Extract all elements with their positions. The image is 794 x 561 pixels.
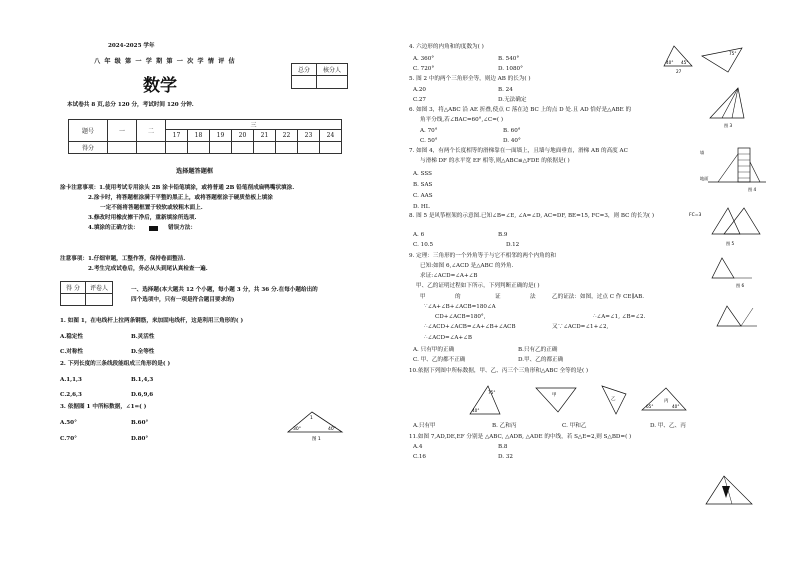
- q1-option-a: A.稳定性: [60, 334, 84, 340]
- fig1-angle-1: 1: [310, 416, 313, 421]
- q9-line-2: 已知:如图 6,∠ACD 是△ABC 的外角.: [420, 263, 514, 269]
- q1-option-b: B.灵活性: [131, 334, 155, 340]
- q11-stem: 11.如图 7,AD,DE,EF 分别是 △ABC, △ADB, △ADE 的中线，若 S△E=2,则 S△BD=( ): [409, 434, 632, 440]
- card-note-4: 3.修改时用橡皮擦干净后，重新填涂所选项.: [88, 215, 197, 221]
- grader-score-cell[interactable]: [61, 294, 86, 306]
- fig2-angle-75: 75°: [729, 51, 737, 56]
- q6-option-a: A. 70°: [420, 128, 438, 134]
- card-note-6: 错误方法：: [168, 225, 196, 231]
- fig4-ground-label: 地面: [700, 176, 709, 181]
- figure-2: [662, 44, 754, 76]
- q7-line-2: 与滑梯 DF 的水平宽 EF 相等,则△ABC≌△FDE 的依据是( ): [420, 158, 570, 164]
- score-cell[interactable]: [276, 142, 298, 154]
- fig10-angle-40-b: 40°: [672, 404, 680, 409]
- q7-line-1: 7. 如图 4，有两个长度相等的滑梯靠在一面墙上，且墙与地面垂直，滑梯 AB 的高度 AC: [409, 148, 628, 154]
- q9-ming: 法: [530, 294, 536, 300]
- fig6-caption: 图 6: [736, 283, 745, 288]
- q9-option-c: C. 甲、乙的都不正确: [413, 357, 466, 363]
- fig10-jia-label: 甲: [552, 393, 557, 398]
- card-note-2: 2.涂卡时，将答题框涂满于平整的黑正上，或将答题框涂于硬质垫板上填涂: [88, 195, 273, 201]
- figure-7: [702, 472, 758, 514]
- q11-option-c: C.16: [413, 454, 426, 460]
- q1-stem: 1. 如图 1，在电线杆上拉两条钢筋，来加固电线杆，这是利用三角形的( ): [60, 318, 244, 324]
- q2-option-b: B.1,4,3: [131, 377, 154, 383]
- q3-option-a: A.50°: [60, 420, 77, 426]
- score-table-q18: 18: [188, 130, 210, 142]
- score-table-row-label: 得分: [69, 142, 108, 154]
- q7-option-b: B. SAS: [413, 182, 433, 188]
- figure-4: [698, 144, 768, 194]
- score-cell[interactable]: [108, 142, 137, 154]
- q7-option-c: C. AAS: [413, 193, 433, 199]
- q4-option-c: C. 720°: [413, 66, 435, 72]
- q8-option-b: B.9: [498, 232, 508, 238]
- score-table: [68, 119, 342, 154]
- q9-proof-1: ∵∠A+∠B+∠ACB=180∠A: [424, 304, 496, 310]
- score-table-section-1: 一: [108, 120, 137, 142]
- q10-option-b: B. 乙和丙: [492, 423, 517, 429]
- score-cell[interactable]: [210, 142, 232, 154]
- score-cell[interactable]: [254, 142, 276, 154]
- fig10-yi-label: 乙: [611, 397, 616, 402]
- exam-title: 八 年 级 第 一 学 期 第 一 次 学 情 评 估: [94, 58, 236, 65]
- q3-stem: 3. 依据图 1 中所标数据，∠1=( ): [60, 404, 147, 410]
- q9-proof-4: ∴∠ACD=∠A+∠B: [424, 335, 472, 341]
- q5-stem: 5. 图 2 中的两个三角形全等，则边 AB 的长为( ): [409, 76, 531, 82]
- q9-zheng: 证: [495, 294, 501, 300]
- score-table-q19: 19: [210, 130, 232, 142]
- q6-option-d: D. 40°: [503, 138, 521, 144]
- notice-2: 2.考生完成试卷后，务必从头到尾认真检查一遍.: [88, 266, 208, 272]
- q9-option-b: B.只有乙的正确: [518, 347, 558, 353]
- q4-option-d: D. 1080°: [498, 66, 523, 72]
- q11-option-b: B.8: [498, 444, 508, 450]
- q9-proof-6: 又∵∠ACD=∠1+∠2,: [552, 324, 609, 330]
- q10-option-d: D. 甲、乙、丙: [650, 423, 686, 429]
- grader-box: [60, 281, 113, 306]
- figure-3: [706, 84, 750, 130]
- fig10-angle-40: 40°: [472, 408, 480, 413]
- score-cell[interactable]: [188, 142, 210, 154]
- fig2-side-27: 27: [676, 69, 682, 74]
- q2-stem: 2. 下列长度的三条线段能组成三角形的是( ): [60, 361, 171, 367]
- fig10-angle-75: 75°: [488, 390, 496, 395]
- q5-option-d: D.无法确定: [498, 97, 527, 103]
- score-table-q22: 22: [276, 130, 298, 142]
- fig1-angle-40: 40°: [328, 427, 336, 432]
- q5-option-a: A.20: [413, 87, 426, 93]
- score-table-q20: 20: [232, 130, 254, 142]
- q4-option-a: A. 360°: [413, 56, 435, 62]
- fig1-caption: 图 1: [312, 437, 321, 442]
- q7-option-a: A. SSS: [413, 171, 432, 177]
- q9-proof-3: ∴∠ACD+∠ACB=∠A+∠B+∠ACB: [424, 324, 516, 330]
- q10-stem: 10.依据下列图中所标数据，甲、乙、丙三个三角形和△ABC 全等的是( ): [409, 368, 589, 374]
- grader-header: 评卷人: [86, 282, 113, 294]
- q7-option-d: D. HL: [413, 204, 430, 210]
- total-score-cell[interactable]: [292, 76, 317, 89]
- q1-option-c: C.对称性: [60, 349, 84, 355]
- q9-yi-method: 乙的证法：如图，过点 C 作 CE∥AB.: [552, 294, 645, 300]
- total-score-header: 总分: [292, 64, 317, 76]
- q9-proof-5: ∴∠A=∠1, ∠B=∠2.: [593, 314, 646, 320]
- q2-option-c: C.2,6,3: [60, 392, 82, 398]
- q1-option-d: D.全等性: [131, 349, 155, 355]
- q11-option-d: D. 32: [498, 454, 513, 460]
- score-table-q24: 24: [320, 130, 342, 142]
- q6-option-c: C. 50°: [420, 138, 438, 144]
- q4-stem: 4. 六边形的内角和的度数为( ): [409, 44, 484, 50]
- q9-option-a: A. 只有甲的正确: [413, 347, 455, 353]
- q8-option-c: C. 10.5: [413, 242, 434, 248]
- q3-option-c: C.70°: [60, 436, 77, 442]
- q8-option-d: D.12: [506, 242, 520, 248]
- fig4-wall-label: 墙: [700, 150, 705, 155]
- q2-option-d: D.6,9,6: [131, 392, 154, 398]
- q8-option-a: A. 6: [413, 232, 425, 238]
- total-score-box: [291, 63, 348, 89]
- grader-cell[interactable]: [86, 294, 113, 306]
- fig4-caption: 图 4: [748, 187, 757, 192]
- score-table-header: 题号: [69, 120, 108, 142]
- score-cell[interactable]: [320, 142, 342, 154]
- score-cell[interactable]: [298, 142, 320, 154]
- checker-cell[interactable]: [317, 76, 348, 89]
- score-cell[interactable]: [137, 142, 166, 154]
- score-cell[interactable]: [166, 142, 188, 154]
- score-table-q21: 21: [254, 130, 276, 142]
- q9-line-3: 求证:∠ACD=∠A+∠B: [420, 273, 478, 279]
- q10-option-c: C. 甲和乙: [562, 423, 587, 429]
- figure-5: [688, 202, 770, 248]
- checker-header: 核分人: [317, 64, 348, 76]
- section1-line-1: 一、选择题(本大题共 12 个小题，每小题 3 分，共 36 分.在每小题给出的: [131, 287, 318, 293]
- section1-line-2: 四个选项中，只有一项是符合题目要求的): [131, 297, 235, 303]
- fig1-angle-30: 30°: [293, 427, 301, 432]
- q9-jia: 甲: [420, 294, 426, 300]
- proof-figure: [713, 302, 761, 332]
- figure-6: [708, 254, 756, 290]
- q2-option-a: A.1,1,3: [60, 377, 82, 383]
- q6-line-1: 6. 如图 3，将△ABC 沿 AE 折叠,使点 C 落在边 BC 上的点 D 处.且 AD 恰好是△ABE 的: [409, 107, 632, 113]
- q9-option-d: D.甲、乙的都正确: [518, 357, 564, 363]
- q4-option-b: B. 540°: [498, 56, 520, 62]
- figure-10: [466, 380, 696, 420]
- score-table-section-3: 三: [166, 120, 342, 130]
- subject-title: 数学: [143, 76, 177, 96]
- q9-line-1: 9. 定理：三角形的一个外角等于与它不相邻的两个内角的和: [409, 253, 556, 259]
- card-note-5: 4.填涂的正确方法：: [88, 225, 139, 231]
- score-table-q17: 17: [166, 130, 188, 142]
- exam-info: 本试卷共 8 页,总分 120 分，考试时间 120 分钟.: [67, 102, 194, 108]
- fig5-caption: 图 5: [726, 241, 735, 246]
- q10-option-a: A.只有甲: [413, 423, 436, 429]
- correct-fill-sample: [149, 226, 158, 231]
- q11-option-a: A.4: [413, 444, 423, 450]
- q9-proof-2: CD+∠ACB=180°,: [435, 314, 486, 320]
- q3-option-b: B.60°: [131, 420, 149, 426]
- card-note-3: 一定不能将答题框置于较软或较粗木面上.: [100, 205, 203, 211]
- score-table-q23: 23: [298, 130, 320, 142]
- fig5-fc-label: FC=3: [689, 213, 702, 218]
- score-cell[interactable]: [232, 142, 254, 154]
- fig2-angle-45: 45°: [681, 60, 689, 65]
- fig10-angle-65: 65°: [646, 404, 654, 409]
- fig10-bing-label: 丙: [664, 399, 669, 404]
- answer-card-title: 选择题答题框: [176, 168, 214, 175]
- q9-de: 的: [455, 294, 461, 300]
- q9-line-4: 甲、乙的证明过程如下所示，下列判断正确的是( ): [416, 283, 540, 289]
- notice-1: 注意事项：1.仔细审题，工整作答，保持卷面整洁.: [60, 256, 186, 262]
- q6-line-2: 角平分线,若∠BAC=60°,∠C=( ): [420, 117, 504, 123]
- fig2-angle-40: 40°: [666, 60, 674, 65]
- school-year: 2024-2025 学年: [108, 43, 155, 49]
- q3-option-d: D.80°: [131, 436, 149, 442]
- grader-score-header: 得 分: [61, 282, 86, 294]
- fig3-caption: 图 3: [724, 123, 733, 128]
- q8-stem: 8. 图 5 是风筝框架的示意图.已知∠B=∠E, ∠A=∠D, AC=DF, BE=15, FC=3，则 BC 的长为( ): [409, 213, 655, 219]
- q6-option-b: B. 60°: [503, 128, 521, 134]
- card-note-1: 涂卡注意事项：1.使用考试专用涂头 2B 涂卡铅笔填涂，或将普通 2B 铅笔削成扁鸭嘴状填涂.: [60, 185, 295, 191]
- q5-option-c: C.27: [413, 97, 426, 103]
- figure-1: [284, 406, 346, 442]
- q5-option-b: B. 24: [498, 87, 513, 93]
- score-table-section-2: 二: [137, 120, 166, 142]
